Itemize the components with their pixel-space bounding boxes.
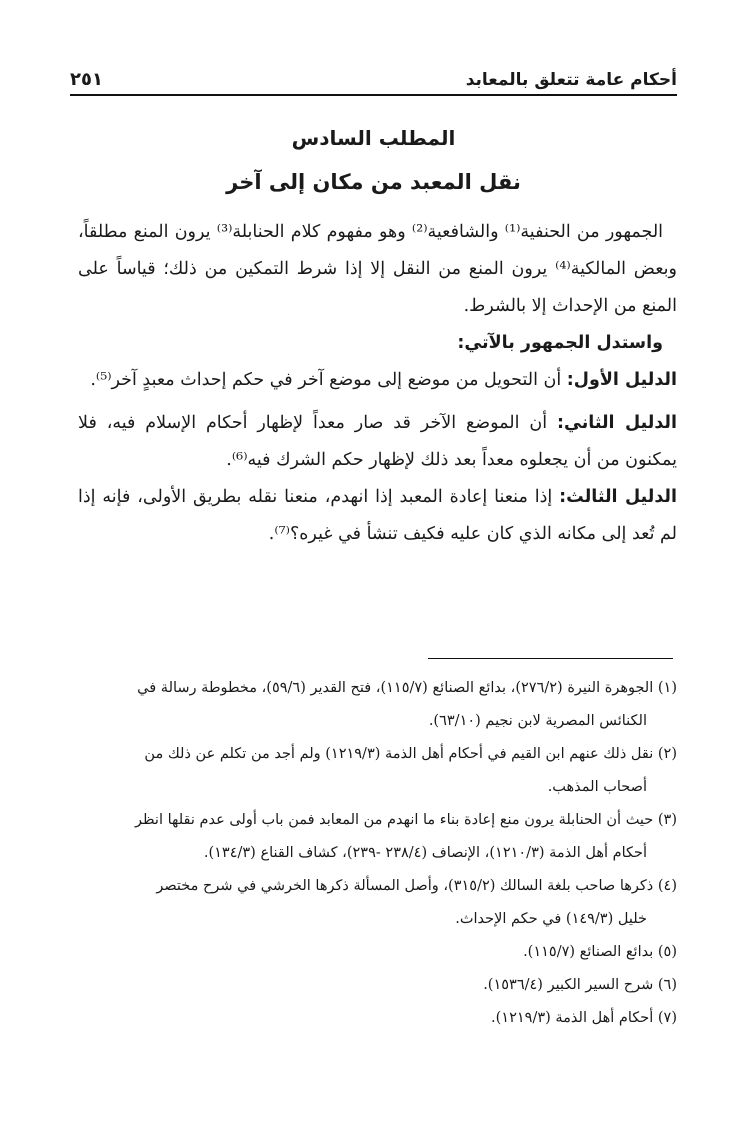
running-title: أحكام عامة تتعلق بالمعابد <box>465 70 677 90</box>
footnote-continuation: أحكام أهل الذمة (١٢١٠/٣)، الإنصاف (٢٣٨/٤ -٢٣٩)، كشاف القناع (١٣٤/٣). <box>203 845 647 861</box>
main-text <box>78 214 677 553</box>
evidence-three-text: إذا منعنا إعادة المعبد إذا انهدم، منعنا نقله بطريق الأولى، فإنه إذا لم تُعد إلى مكانه الذي كان عليه فكيف تنشأ في غيره؟⁽⁷⁾. <box>78 487 677 544</box>
footnote: (١) الجوهرة النيرة (٢٧٦/٢)، بدائع الصنائع (١١٥/٧)، فتح القدير (٥٩/٦)، مخطوطة رسالة في <box>137 680 677 696</box>
footnote-continuation: أصحاب المذهب. <box>547 779 647 795</box>
evidence-one <box>78 362 677 399</box>
footnote-divider <box>428 658 673 659</box>
footnote: (٤) ذكرها صاحب بلغة السالك (٣١٥/٢)، وأصل المسألة ذكرها الخرشي في شرح مختصر <box>156 878 677 894</box>
footnote: (٣) حيث أن الحنابلة يرون منع إعادة بناء ما انهدم من المعابد فمن باب أولى عدم نقلها انظر <box>135 812 677 828</box>
evidence-three-label: الدليل الثالث: <box>559 487 677 507</box>
opening-paragraph: الجمهور من الحنفية⁽¹⁾ والشافعية⁽²⁾ وهو مفهوم كلام الحنابلة⁽³⁾ يرون المنع مطلقاً، وبعض المالكية⁽⁴⁾ يرون المنع من النقل إلا إذا شرط التمكين من ذلك؛ قياساً على المنع من الإحداث إلا بالشرط. <box>78 222 677 316</box>
footnotes <box>78 672 677 1035</box>
page-header <box>70 60 677 96</box>
page-number: ٢٥١ <box>70 69 103 90</box>
footnote: (٢) نقل ذلك عنهم ابن القيم في أحكام أهل الذمة (١٢١٩/٣) ولم أجد من تكلم عن ذلك من <box>144 746 677 762</box>
evidence-two-label: الدليل الثاني: <box>557 413 677 433</box>
section-subtitle: نقل المعبد من مكان إلى آخر <box>226 170 521 194</box>
footnote: (٥) بدائع الصنائع (١١٥/٧). <box>523 944 677 960</box>
evidence-one-label: الدليل الأول: <box>566 370 677 390</box>
evidence-one-text: أن التحويل من موضع إلى موضع آخر في حكم إحداث معبدٍ آخر⁽⁵⁾. <box>90 370 567 390</box>
footnote: (٦) شرح السير الكبير (١٥٣٦/٤). <box>483 977 677 993</box>
footnote-continuation: خليل (١٤٩/٣) في حكم الإحداث. <box>455 911 647 927</box>
footnote: (٧) أحكام أهل الذمة (١٢١٩/٣). <box>491 1010 677 1026</box>
evidence-two-text: أن الموضع الآخر قد صار معداً لإظهار أحكام الإسلام فيه، فلا يمكنون من أن يجعلوه معداً بعد ذلك لإظهار حكم الشرك فيه⁽⁶⁾. <box>78 413 677 470</box>
evidence-two <box>78 405 677 479</box>
evidence-three <box>78 479 677 553</box>
footnote-continuation: الكنائس المصرية لابن نجيم (٦٣/١٠). <box>428 713 647 729</box>
evidence-heading: واستدل الجمهور بالآتي: <box>457 333 663 353</box>
section-title: المطلب السادس <box>291 126 456 150</box>
